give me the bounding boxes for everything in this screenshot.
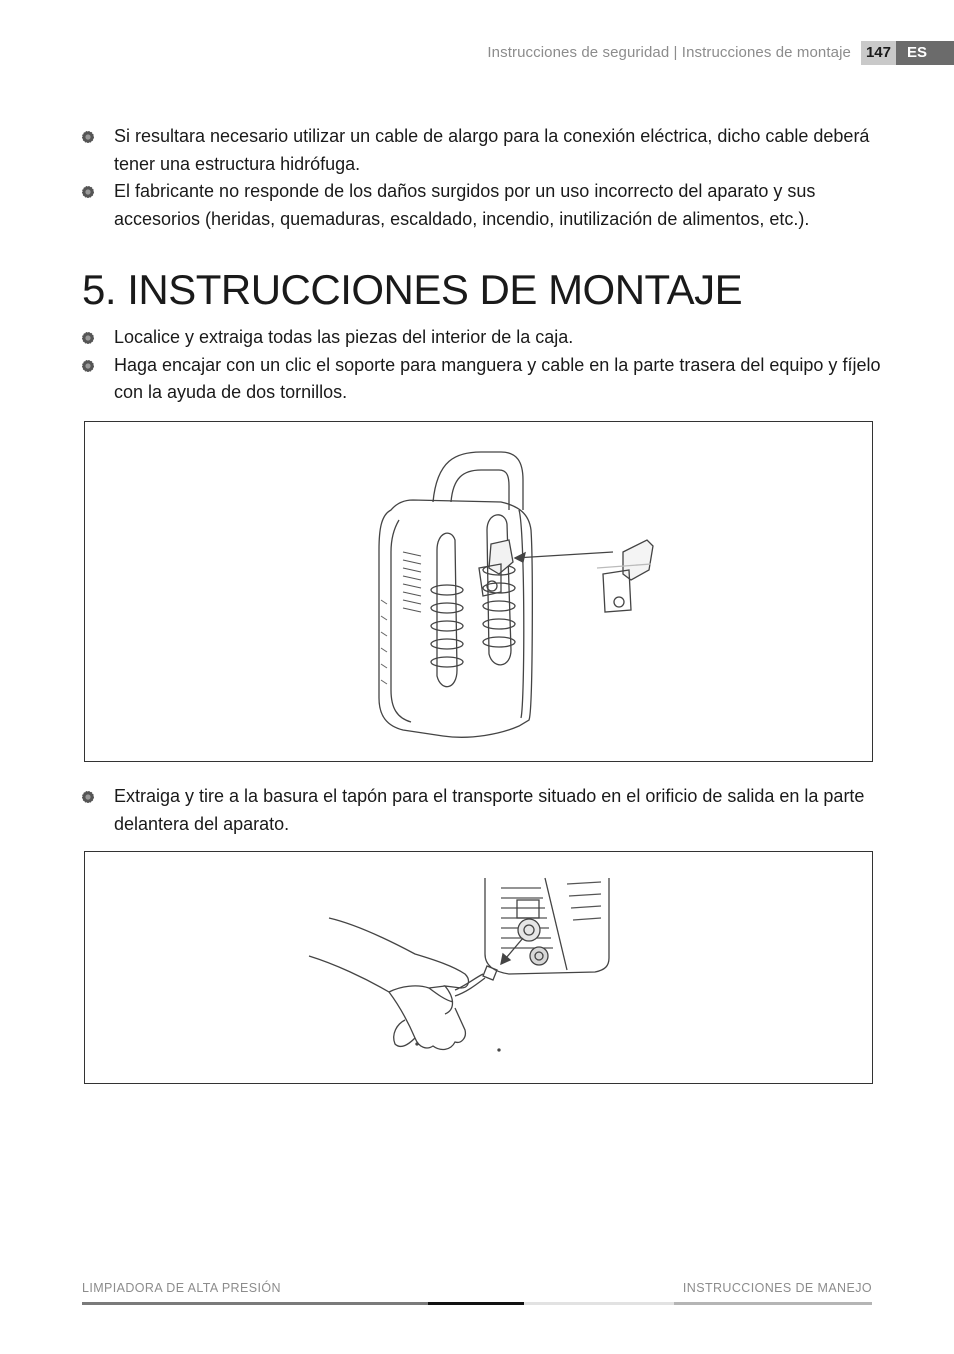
gear-bullet-icon [82,360,94,372]
list-item [82,178,882,233]
intro-bullet-list [82,123,882,233]
figure-holder-attachment [84,421,873,762]
footer-bar-segment [524,1302,674,1305]
bullet-text: Extraiga y tire a la basura el tapón para el transporte situado en el orificio de salida en la parte delantera del aparato. [114,786,865,834]
gear-bullet-icon [82,131,94,143]
gear-bullet-icon [82,791,94,803]
bullet-text: Haga encajar con un clic el soporte para manguera y cable en la parte trasera del equipo y fíjelo con la ayuda de dos tornillos. [114,354,881,402]
header-section-text: Instrucciones de seguridad | Instrucciones de montaje [487,44,851,61]
gear-bullet-icon [82,186,94,198]
footer-bar-segment [674,1302,872,1305]
gear-bullet-icon [82,332,94,344]
footer-bar-segment [82,1302,428,1305]
footer-product-name: LIMPIADORA DE ALTA PRESIÓN [82,1281,281,1295]
bullet-text: Localice y extraiga todas las piezas del interior de la caja. [114,327,574,347]
assembly-bullet-list [82,324,882,407]
list-item [82,123,882,178]
list-item [82,324,882,352]
language-badge: ES [896,41,954,65]
pressure-washer-back-illustration [351,440,703,750]
section-title: 5. INSTRUCCIONES DE MONTAJE [82,266,743,313]
figure-transport-plug [84,851,873,1084]
bullet-text: El fabricante no responde de los daños surgidos por un uso incorrecto del aparato y sus accesorios (heridas, quemaduras, escaldado, incendio, inutilización de alimentos, etc.). [114,181,816,229]
list-item [82,352,882,407]
page-number: 147 [861,41,896,65]
footer-document-type: INSTRUCCIONES DE MANEJO [682,1281,872,1295]
bullet-text: Si resultara necesario utilizar un cable de alargo para la conexión eléctrica, dicho cable deberá tener una estructura hidrófuga. [114,126,870,174]
list-item [82,783,882,838]
footer-bar-segment [428,1302,524,1305]
transport-plug-bullet-list [82,783,882,838]
page-header [487,41,954,65]
plug-removal-illustration [305,874,655,1069]
